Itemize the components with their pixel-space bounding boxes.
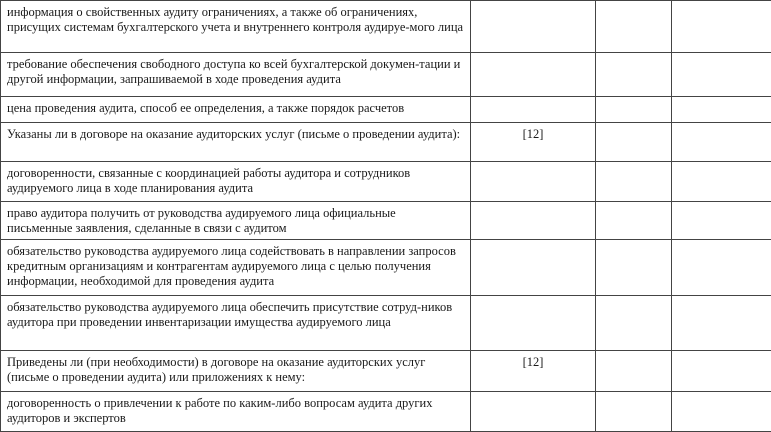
table-row: [1, 1, 771, 53]
comment-cell[interactable]: [672, 392, 771, 432]
reference-cell: [471, 202, 596, 240]
answer-cell[interactable]: [596, 240, 672, 296]
question-cell: обязательство руководства аудируемого лица обеспечить присутствие сотруд-ников аудитора при проведении инвентаризации имущества аудируемого лица: [1, 296, 471, 351]
answer-cell[interactable]: [596, 392, 672, 432]
answer-cell[interactable]: [596, 123, 672, 162]
reference-cell: [12]: [471, 351, 596, 392]
table-row: [1, 240, 771, 296]
reference-cell: [471, 53, 596, 97]
reference-cell: [471, 162, 596, 202]
table-row: [1, 123, 771, 162]
comment-cell[interactable]: [672, 351, 771, 392]
table-row: [1, 296, 771, 351]
question-cell: обязательство руководства аудируемого лица содействовать в направлении запросов кредитным организациям и контрагентам аудируемого лица с целью получения информации, необходимой для проведения аудита: [1, 240, 471, 296]
comment-cell[interactable]: [672, 97, 771, 123]
reference-cell: [471, 296, 596, 351]
answer-cell[interactable]: [596, 53, 672, 97]
answer-cell[interactable]: [596, 162, 672, 202]
question-cell: право аудитора получить от руководства аудируемого лица официальные письменные заявления, сделанные в связи с аудитом: [1, 202, 471, 240]
table-row: [1, 202, 771, 240]
answer-cell[interactable]: [596, 202, 672, 240]
comment-cell[interactable]: [672, 296, 771, 351]
question-cell: договоренность о привлечении к работе по каким-либо вопросам аудита других аудиторов и экспертов: [1, 392, 471, 432]
reference-cell: [12]: [471, 123, 596, 162]
comment-cell[interactable]: [672, 1, 771, 53]
reference-cell: [471, 97, 596, 123]
table-row: [1, 351, 771, 392]
comment-cell[interactable]: [672, 240, 771, 296]
table-row: [1, 53, 771, 97]
question-cell: информация о свойственных аудиту ограничениях, а также об ограничениях, присущих системам бухгалтерского учета и внутреннего контроля аудируе-мого лица: [1, 1, 471, 53]
table-row: [1, 97, 771, 123]
table-body: [1, 1, 771, 432]
question-cell: Приведены ли (при необходимости) в договоре на оказание аудиторских услуг (письме о проведении аудита) или приложениях к нему:: [1, 351, 471, 392]
comment-cell[interactable]: [672, 202, 771, 240]
comment-cell[interactable]: [672, 53, 771, 97]
table-row: [1, 162, 771, 202]
reference-cell: [471, 1, 596, 53]
answer-cell[interactable]: [596, 97, 672, 123]
answer-cell[interactable]: [596, 351, 672, 392]
question-cell: цена проведения аудита, способ ее определения, а также порядок расчетов: [1, 97, 471, 123]
table-row: [1, 392, 771, 432]
comment-cell[interactable]: [672, 162, 771, 202]
reference-cell: [471, 392, 596, 432]
reference-cell: [471, 240, 596, 296]
question-cell: договоренности, связанные с координацией работы аудитора и сотрудников аудируемого лица в ходе планирования аудита: [1, 162, 471, 202]
answer-cell[interactable]: [596, 296, 672, 351]
answer-cell[interactable]: [596, 1, 672, 53]
question-cell: Указаны ли в договоре на оказание аудиторских услуг (письме о проведении аудита):: [1, 123, 471, 162]
question-cell: требование обеспечения свободного доступа ко всей бухгалтерской докумен-тации и другой информации, запрашиваемой в ходе проведения аудита: [1, 53, 471, 97]
comment-cell[interactable]: [672, 123, 771, 162]
